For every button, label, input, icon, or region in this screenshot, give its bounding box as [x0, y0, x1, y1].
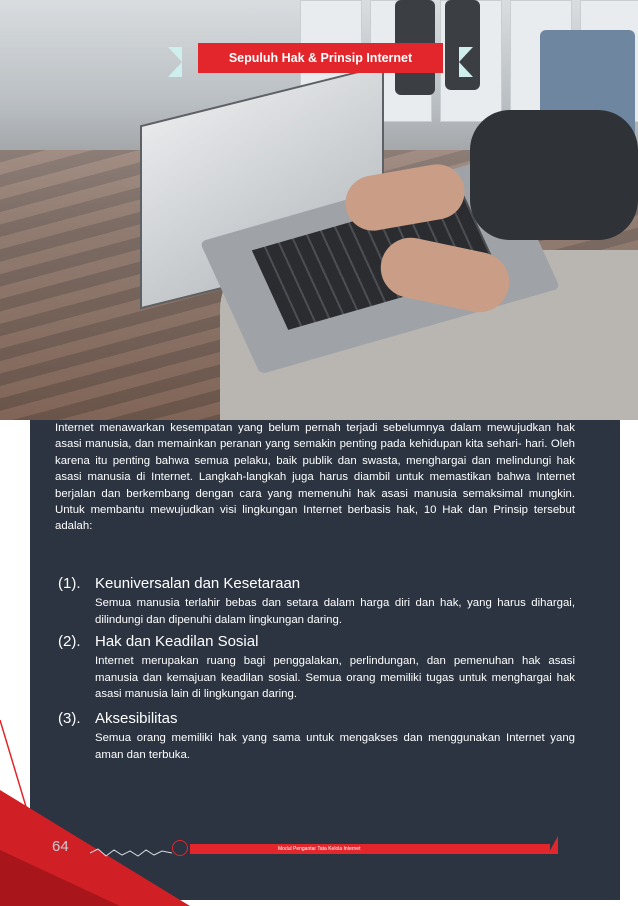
- ribbon-right: [459, 47, 473, 77]
- item-description: Semua manusia terlahir bebas dan setara dalam harga diri dan hak, yang harus dihargai, dilindungi dan dipenuhi dalam lingkungan daring.: [95, 597, 575, 626]
- item-number: (2).: [58, 633, 81, 650]
- ribbon-left: [168, 47, 182, 77]
- title-banner: [168, 43, 473, 77]
- decorative-triangle: [0, 850, 120, 906]
- module-title: Modul Pengantar Tata Kelola Internet: [278, 846, 361, 852]
- item-number: (1).: [58, 575, 81, 592]
- intro-paragraph: Internet menawarkan kesempatan yang belum pernah terjadi sebelumnya dalam mewujudkan hak asasi manusia, dan memainkan peranan yang semakin penting pada kehidupan kita sehari- hari. Oleh karena itu penting bahwa semua pelaku, baik publik dan swasta, menghargai dan melindungi hak asasi manusia di Internet. Langkah-langkah juga harus diambil untuk memastikan bahwa Internet berjalan dan berkembang dengan cara yang memenuhi hak asasi manusia semaksimal mungkin. Untuk membantu mewujudkan visi lingkungan Internet berbasis hak, 10 Hak dan Prinsip tersebut adalah:: [55, 422, 575, 533]
- footer-circle: [172, 840, 188, 856]
- item-title: Keuniversalan dan Kesetaraan: [95, 575, 301, 592]
- item-number: (3).: [58, 710, 81, 727]
- banner-title: Sepuluh Hak & Prinsip Internet: [198, 43, 443, 73]
- page-number: 64: [52, 838, 69, 855]
- person-arm: [470, 110, 638, 240]
- item-title: Hak dan Keadilan Sosial: [95, 633, 259, 650]
- zigzag-line: [90, 848, 172, 858]
- item-description: Internet merupakan ruang bagi penggalakan, perlindungan, dan pemenuhan hak asasi manusia dan kemajuan keadilan sosial. Semua orang memiliki tugas untuk menghargai hak asasi manusia lain di lingkungan daring.: [95, 655, 575, 700]
- footer-bar: [190, 844, 550, 854]
- footer-bar-cap: [548, 836, 558, 854]
- item-description: Semua orang memiliki hak yang sama untuk mengakses dan menggunakan Internet yang aman dan terbuka.: [95, 732, 575, 761]
- item-title: Aksesibilitas: [95, 710, 178, 727]
